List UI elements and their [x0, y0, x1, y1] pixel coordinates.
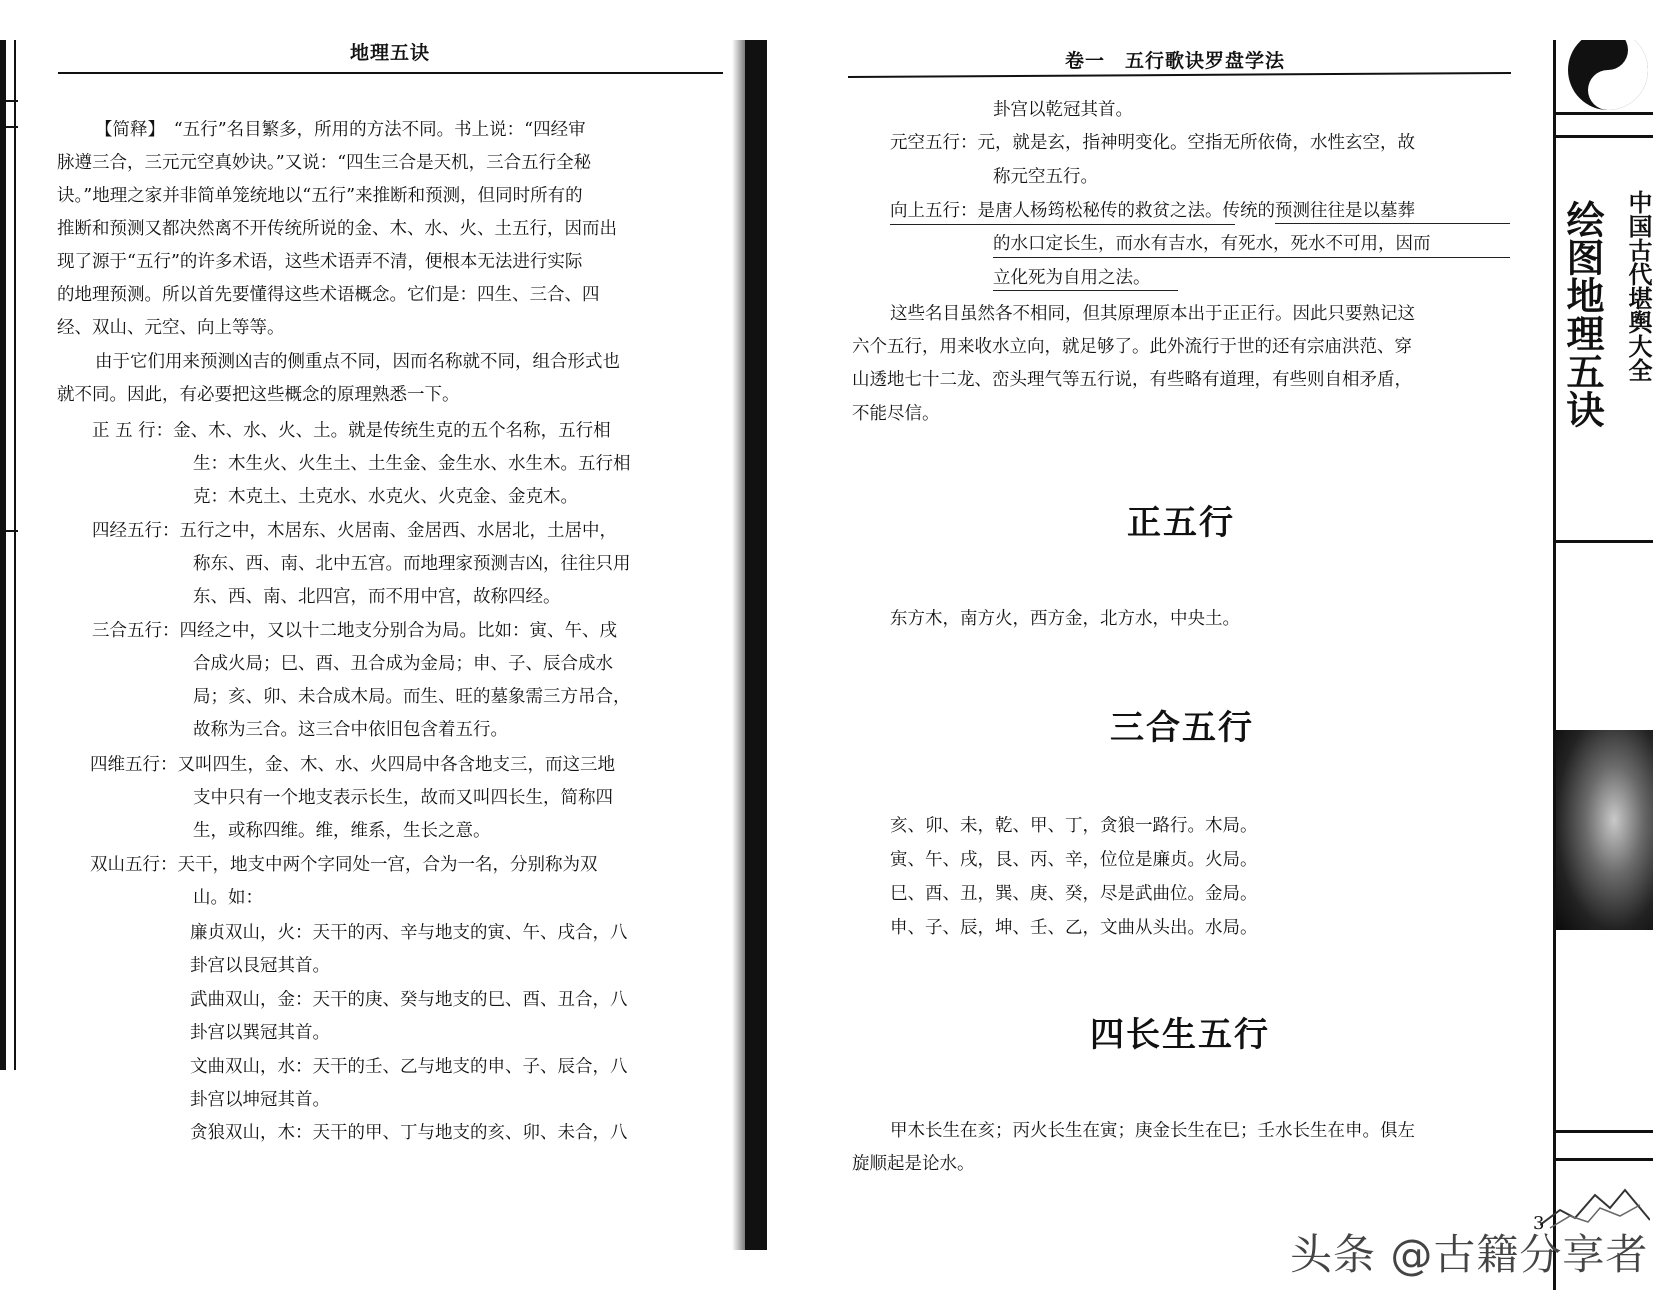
text-line: 脉遵三合，三元元空真妙诀。”又说：“四生三合是天机，三合五行全秘: [57, 153, 592, 173]
sidebar-divider: [1553, 540, 1653, 543]
right-running-header: 卷一 五行歌诀罗盘学法: [1065, 50, 1286, 72]
buddha-statue-image: [1556, 730, 1653, 930]
text-line: 四经五行：五行之中，木居东、火居南、金居西、水居北，土居中，: [92, 521, 617, 541]
text-line: 山。如：: [193, 888, 263, 908]
sidebar-divider: [1553, 135, 1653, 138]
text-line: 称东、西、南、北中五宫。而地理家预测吉凶，往往只用: [193, 554, 631, 574]
text-line: 故称为三合。这三合中依旧包含着五行。: [193, 720, 508, 740]
left-running-header: 地理五诀: [350, 42, 431, 64]
text-line: 卦宫以坤冠其首。: [190, 1090, 330, 1110]
text-line: 亥、卯、未，乾、甲、丁，贪狼一路行。木局。: [890, 816, 1258, 836]
text-line: 东、西、南、北四宫，而不用中宫，故称四经。: [193, 587, 561, 607]
text-line: 巳、酉、丑，巽、庚、癸，尽是武曲位。金局。: [890, 884, 1258, 904]
text-line: 山透地七十二龙、峦头理气等五行说，有些略有道理，有些则自相矛盾，: [852, 370, 1412, 390]
text-line: 四维五行：又叫四生，金、木、水、火四局中各含地支三，而这三地: [90, 755, 615, 775]
edge-tick: [0, 126, 18, 128]
left-header-rule: [58, 72, 723, 74]
text-line: 向上五行：是唐人杨筠松秘传的救贫之法。传统的预测往往是以墓葬: [890, 201, 1415, 221]
text-line: 卦宫以艮冠其首。: [190, 956, 330, 976]
section-heading: 正五行: [1127, 503, 1235, 543]
text-line: 卦宫以乾冠其首。: [993, 100, 1133, 120]
text-line: 推断和预测又都决然离不开传统所说的金、木、水、火、土五行，因而出: [57, 219, 617, 239]
text-line: 称元空五行。: [993, 167, 1098, 187]
text-line: 卦宫以巽冠其首。: [190, 1023, 330, 1043]
page-number: 3: [1533, 1213, 1545, 1234]
sidebar-divider: [1553, 112, 1653, 115]
text-line: 旋顺起是论水。: [852, 1154, 975, 1174]
text-line: 的水口定长生，而水有吉水，有死水，死水不可用，因而: [993, 234, 1431, 254]
book-gutter-shadow: [732, 40, 746, 1250]
text-line: 克：木克土、土克水、水克火、火克金、金克木。: [193, 487, 578, 507]
watermark: 头条 @古籍分享者: [1290, 1230, 1649, 1279]
text-line: 支中只有一个地支表示长生，故而又叫四长生，简称四: [193, 788, 613, 808]
text-line: 诀。”地理之家并非简单笼统地以“五行”来推断和预测，但同时所有的: [57, 186, 583, 206]
edge-tick: [0, 100, 18, 102]
sidebar-divider: [1553, 1158, 1653, 1161]
text-line: 不能尽信。: [852, 404, 940, 424]
text-line: 立化死为自用之法。: [993, 268, 1151, 288]
text-line: 双山五行：天干，地支中两个字同处一宫，合为一名，分别称为双: [90, 855, 598, 875]
text-line: 三合五行：四经之中，又以十二地支分别合为局。比如：寅、午、戌: [92, 621, 617, 641]
text-line: 现了源于“五行”的许多术语，这些术语弄不清，便根本无法进行实际: [57, 252, 583, 272]
handwritten-underline: [890, 224, 1235, 225]
handwritten-underline: [993, 257, 1510, 258]
text-line: 这些名目虽然各不相同，但其原理原本出于正正行。因此只要熟记这: [890, 304, 1415, 324]
sidebar-rule: [1553, 40, 1556, 1290]
text-line: 合成火局；巳、酉、丑合成为金局；申、子、辰合成水: [193, 654, 613, 674]
text-line: 的地理预测。所以首先要懂得这些术语概念。它们是：四生、三合、四: [57, 285, 600, 305]
book-gutter: [745, 40, 767, 1250]
text-line: 【简释】 “五行”名目繁多，所用的方法不同。书上说：“四经审: [95, 120, 586, 140]
series-title-vertical: 中国古代堪舆大全: [1624, 190, 1652, 382]
text-line: 经、双山、元空、向上等等。: [57, 318, 285, 338]
text-line: 生，或称四维。维，维系，生长之意。: [193, 821, 491, 841]
handwritten-underline: [1275, 223, 1510, 224]
text-line: 生：木生火、火生土、土生金、金生水、水生木。五行相: [193, 454, 631, 474]
text-line: 寅、午、戌，艮、丙、辛，位位是廉贞。火局。: [890, 850, 1258, 870]
text-line: 局；亥、卯、未合成木局。而生、旺的墓象需三方吊合，: [193, 687, 631, 707]
text-line: 文曲双山，水：天干的壬、乙与地支的申、子、辰合，八: [190, 1057, 628, 1077]
section-heading: 四长生五行: [1090, 1015, 1270, 1055]
text-line: 正 五 行：金、木、水、火、土。就是传统生克的五个名称，五行相: [92, 421, 611, 441]
section-heading: 三合五行: [1110, 708, 1254, 748]
sidebar-divider: [1553, 1130, 1653, 1133]
text-line: 武曲双山，金：天干的庚、癸与地支的巳、酉、丑合，八: [190, 990, 628, 1010]
text-line: 申、子、辰，坤、壬、乙，文曲从头出。水局。: [890, 918, 1258, 938]
text-line: 由于它们用来预测凶吉的侧重点不同，因而名称就不同，组合形式也: [95, 352, 620, 372]
text-line: 元空五行：元，就是玄，指神明变化。空指无所依倚，水性玄空，故: [890, 133, 1415, 153]
text-line: 廉贞双山，火：天干的丙、辛与地支的寅、午、戌合，八: [190, 923, 628, 943]
book-sidebar: [1553, 40, 1653, 1290]
book-title-vertical: 绘图地理五诀: [1560, 200, 1604, 428]
edge-tick: [0, 530, 18, 532]
scan-edge: [0, 40, 6, 1070]
text-line: 六个五行，用来收水立向，就足够了。此外流行于世的还有宗庙洪范、穿: [852, 337, 1412, 357]
text-line: 甲木长生在亥；丙火长生在寅；庚金长生在巳；壬水长生在申。俱左: [890, 1121, 1415, 1141]
text-line: 贪狼双山，木：天干的甲、丁与地支的亥、卯、未合，八: [190, 1123, 628, 1143]
text-line: 东方木，南方火，西方金，北方水，中央土。: [890, 609, 1240, 629]
yin-yang-icon: [1563, 40, 1653, 130]
text-line: 就不同。因此，有必要把这些概念的原理熟悉一下。: [57, 385, 460, 405]
scan-edge-line: [14, 40, 16, 1070]
handwritten-underline: [993, 290, 1178, 291]
